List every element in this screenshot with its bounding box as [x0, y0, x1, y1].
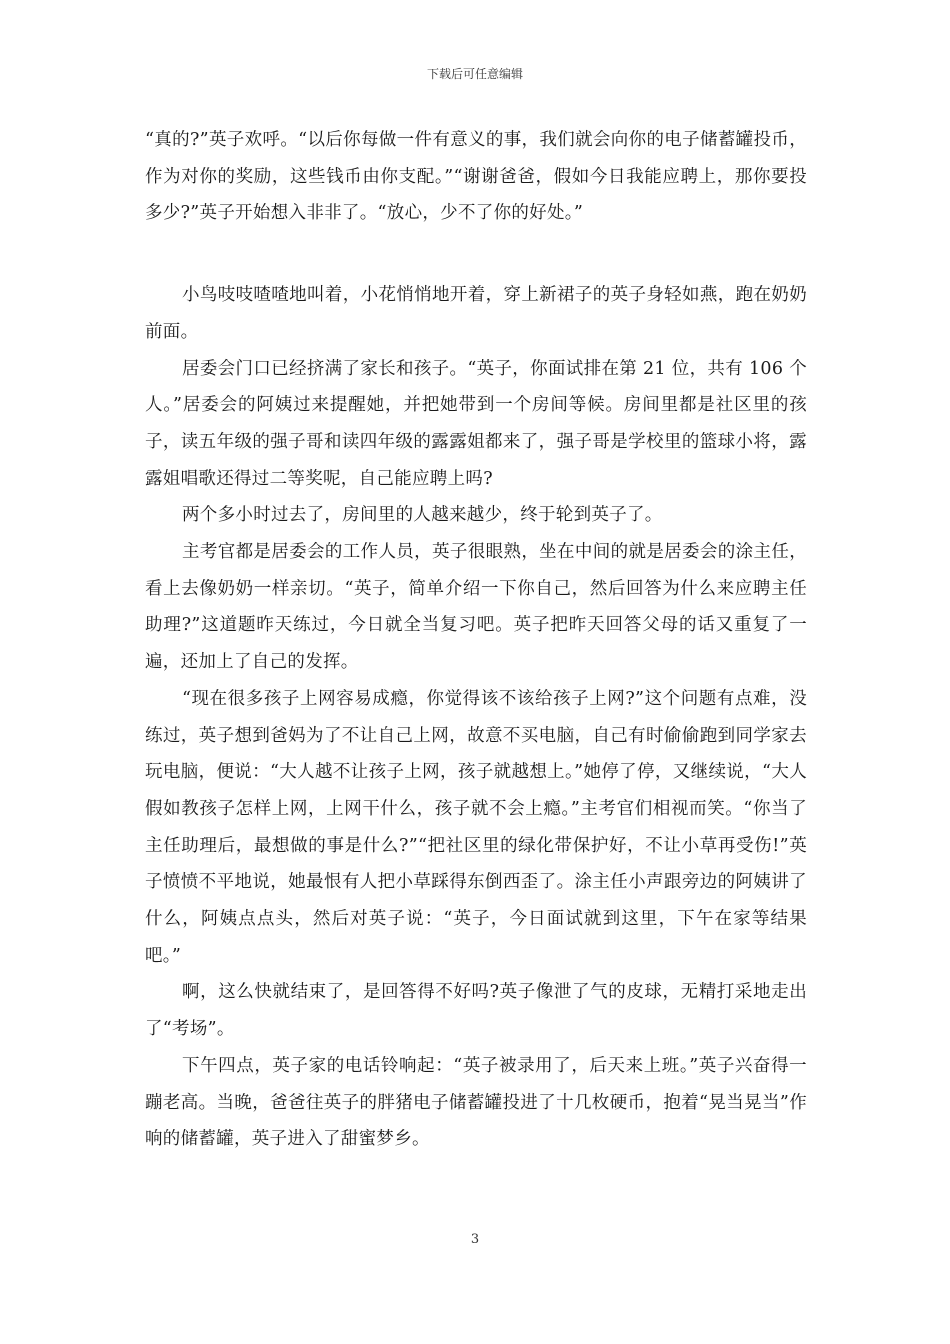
page-header: 下载后可任意编辑 — [426, 67, 523, 81]
paragraph-4: 两个多小时过去了，房间里的人越来越少，终于轮到英子了。 — [182, 505, 663, 526]
paragraph-1: “真的?”英子欢呼。“以后你每做一件有意义的事，我们就会向你的电子储蓄罐投币，作为对你的奖励，这些钱币由你支配。”“谢谢爸爸，假如今日我能应聘上，那你要投多少?”英子开始想入非非了。“放心，少不了你的好处。” — [145, 130, 807, 224]
paragraph-gap — [145, 232, 807, 277]
paragraph-3: 居委会门口已经挤满了家长和孩子。“英子，你面试排在第 21 位，共有 106 个人。”居委会的阿姨过来提醒她，并把她带到一个房间等候。房间里都是社区里的孩子，读五年级的强子哥和读四年级的露露姐都来了，强子哥是学校里的篮球小将，露露姐唱歌还得过二等奖呢，自己能应聘上吗? — [145, 358, 807, 489]
document-body — [145, 122, 807, 1158]
paragraph-2: 小鸟吱吱喳喳地叫着，小花悄悄地开着，穿上新裙子的英子身轻如燕，跑在奶奶前面。 — [145, 285, 807, 342]
paragraph-7: 啊，这么快就结束了，是回答得不好吗?英子像泄了气的皮球，无精打采地走出了“考场”。 — [145, 982, 807, 1040]
paragraph-5: 主考官都是居委会的工作人员，英子很眼熟，坐在中间的就是居委会的涂主任，看上去像奶奶一样亲切。“英子，简单介绍一下你自己，然后回答为什么来应聘主任助理?”这道题昨天练过，今日就全当复习吧。英子把昨天回答父母的话又重复了一遍，还加上了自己的发挥。 — [145, 542, 807, 673]
page-number: 3 — [470, 1232, 480, 1247]
paragraph-8: 下午四点，英子家的电话铃响起：“英子被录用了，后天来上班。”英子兴奋得一蹦老高。当晚，爸爸往英子的胖猪电子储蓄罐投进了十几枚硬币，抱着“晃当晃当”作响的储蓄罐，英子进入了甜蜜梦乡。 — [145, 1055, 807, 1150]
paragraph-6: “现在很多孩子上网容易成瘾，你觉得该不该给孩子上网?”这个问题有点难，没练过，英子想到爸妈为了不让自己上网，故意不买电脑，自己有时偷偷跑到同学家去玩电脑，便说：“大人越不让孩子上网，孩子就越想上。”她停了停，又继续说，“大人假如教孩子怎样上网，上网干什么，孩子就不会上瘾。”主考官们相视而笑。“你当了主任助理后，最想做的事是什么?”“把社区里的绿化带保护好，不让小草再受伤!”英子愤愤不平地说，她最恨有人把小草踩得东倒西歪了。涂主任小声跟旁边的阿姨讲了什么，阿姨点点头，然后对英子说：“英子，今日面试就到这里，下午在家等结果吧。” — [145, 688, 807, 966]
